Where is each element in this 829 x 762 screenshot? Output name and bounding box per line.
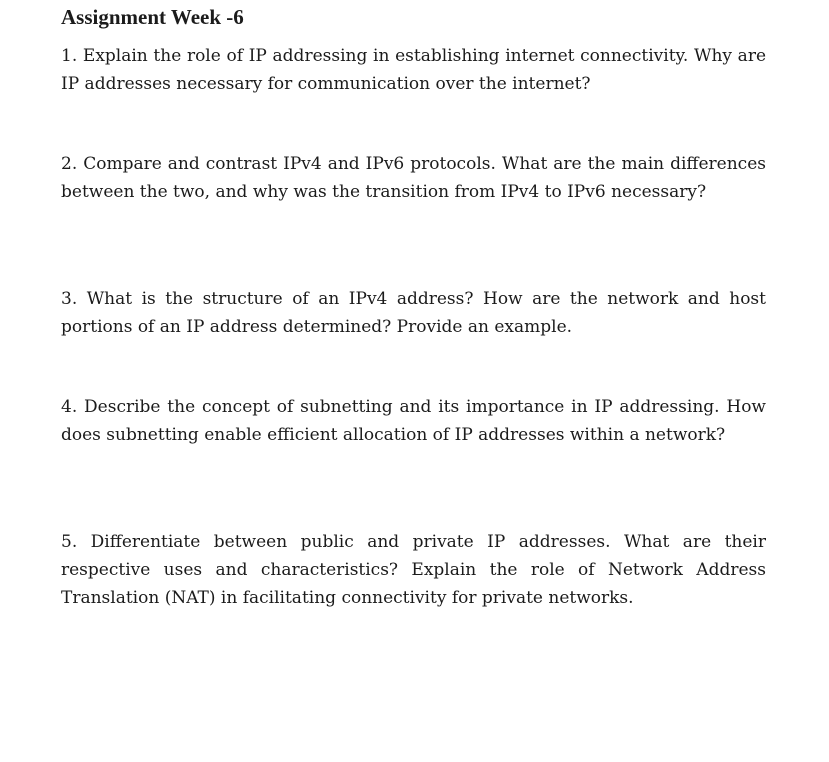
question-1: 1. Explain the role of IP addressing in establishing internet connectivity. Why are IP addresses necessary for communication over the internet? [61, 46, 766, 94]
question-2: 2. Compare and contrast IPv4 and IPv6 protocols. What are the main differences between the two, and why was the transition from IPv4 to IPv6 necessary? [61, 154, 766, 202]
page-title: Assignment Week -6 [61, 5, 244, 29]
question-4: 4. Describe the concept of subnetting and its importance in IP addressing. How does subnetting enable efficient allocation of IP addresses within a network? [61, 397, 766, 445]
question-3: 3. What is the structure of an IPv4 address? How are the network and host portions of an IP address determined? Provide an example. [61, 289, 766, 337]
question-5: 5. Differentiate between public and private IP addresses. What are their respective uses and characteristics? Explain the role of Network Address Translation (NAT) in facilitating connectivity for private networks. [61, 532, 766, 608]
